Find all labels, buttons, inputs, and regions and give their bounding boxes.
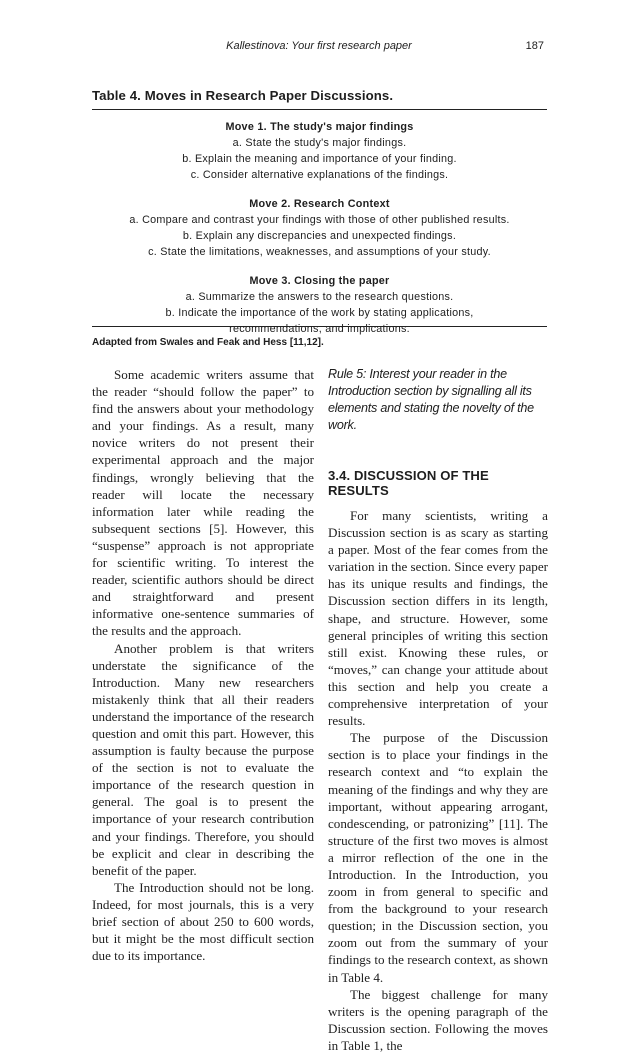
move-2-item-c: c. State the limitations, weaknesses, and assumptions of your study. <box>148 246 491 258</box>
moves-table <box>92 119 547 337</box>
move-2-title: Move 2. Research Context <box>249 198 390 210</box>
body-paragraph: Another problem is that writers understate the significance of the Introduction. Many new researchers mistakenly think that all their readers understand the importance of the research question and omit this part. However, this assumption is faulty because the purpose of the section is not to evaluate the importance of the research question in general. The goal is to present the importance of your research contribution and your findings. Therefore, you should be explicit and clear in describing the benefit of the paper. <box>92 640 314 878</box>
table-top-rule <box>92 109 547 110</box>
body-paragraph: For many scientists, writing a Discussion section is as scary as starting a paper. Most of the fear comes from the variation in the section. Since every paper has its unique results and findings, the Discussion section differs in its length, shape, and structure. However, some general principles of writing this section still exist. Knowing these rules, or “moves,” can change your attitude about this section and help you create a comprehensive interpretation of your results. <box>328 508 548 729</box>
move-1-title: Move 1. The study's major findings <box>225 121 414 133</box>
move-3-item-b: b. Indicate the importance of the work by stating applications, <box>165 307 474 319</box>
right-column <box>328 366 548 1054</box>
body-paragraph: The Introduction should not be long. Indeed, for most journals, this is a very brief section of about 250 to 600 words, but it might be the most difficult section due to its importance. <box>92 879 314 964</box>
body-paragraph: The biggest challenge for many writers is the opening paragraph of the Discussion section. Following the moves in Table 1, the <box>328 986 548 1053</box>
section-heading: 3.4. DISCUSSION OF THE RESULTS <box>328 468 489 498</box>
move-1-item-a: a. State the study's major findings. <box>232 137 407 149</box>
table-bottom-rule <box>92 326 547 327</box>
table-source-note: Adapted from Swales and Feak and Hess [11,12]. <box>92 337 324 348</box>
move-2-item-b: b. Explain any discrepancies and unexpected findings. <box>182 230 457 242</box>
move-1-item-b: b. Explain the meaning and importance of your finding. <box>182 153 457 165</box>
body-paragraph: Some academic writers assume that the reader “should follow the paper” to find the answers about your methodology and your findings. As a result, many novice writers do not present their experimental approach and the major findings, wrongly believing that the reader will locate the necessary information later while reading the subsequent sections [5]. However, this “suspense” approach is not appropriate for scientific writing. To interest the reader, scientific authors should be direct and straightforward and present informative one-sentence summaries of the results and the approach. <box>92 367 314 639</box>
table-caption: Table 4. Moves in Research Paper Discussions. <box>92 88 394 103</box>
rule-callout: Rule 5: Interest your reader in the Introduction section by signalling all its elements and stating the novelty of the work. <box>328 367 534 432</box>
left-column <box>92 366 314 964</box>
move-3-item-b-continued: recommendations, and implications. <box>229 323 410 335</box>
move-3-item-a: a. Summarize the answers to the research questions. <box>185 291 454 303</box>
running-head <box>0 40 638 56</box>
move-2-item-a: a. Compare and contrast your findings with those of other published results. <box>129 214 510 226</box>
running-title: Kallestinova: Your first research paper <box>226 40 412 52</box>
page-number: 187 <box>525 40 544 52</box>
move-3-title: Move 3. Closing the paper <box>249 275 390 287</box>
body-paragraph: The purpose of the Discussion section is to place your findings in the research context and “to explain the meaning of the findings and why they are important, without appearing arrogant, condescending, or patronizing” [11]. The structure of the first two moves is almost a mirror reflection of the one in the Introduction. In the Introduction, you zoom in from general to specific and from the background to your research question; in the Discussion section, you zoom out from the summary of your findings to the research context, as shown in Table 4. <box>328 730 548 985</box>
move-1-item-c: c. Consider alternative explanations of the findings. <box>190 169 449 181</box>
